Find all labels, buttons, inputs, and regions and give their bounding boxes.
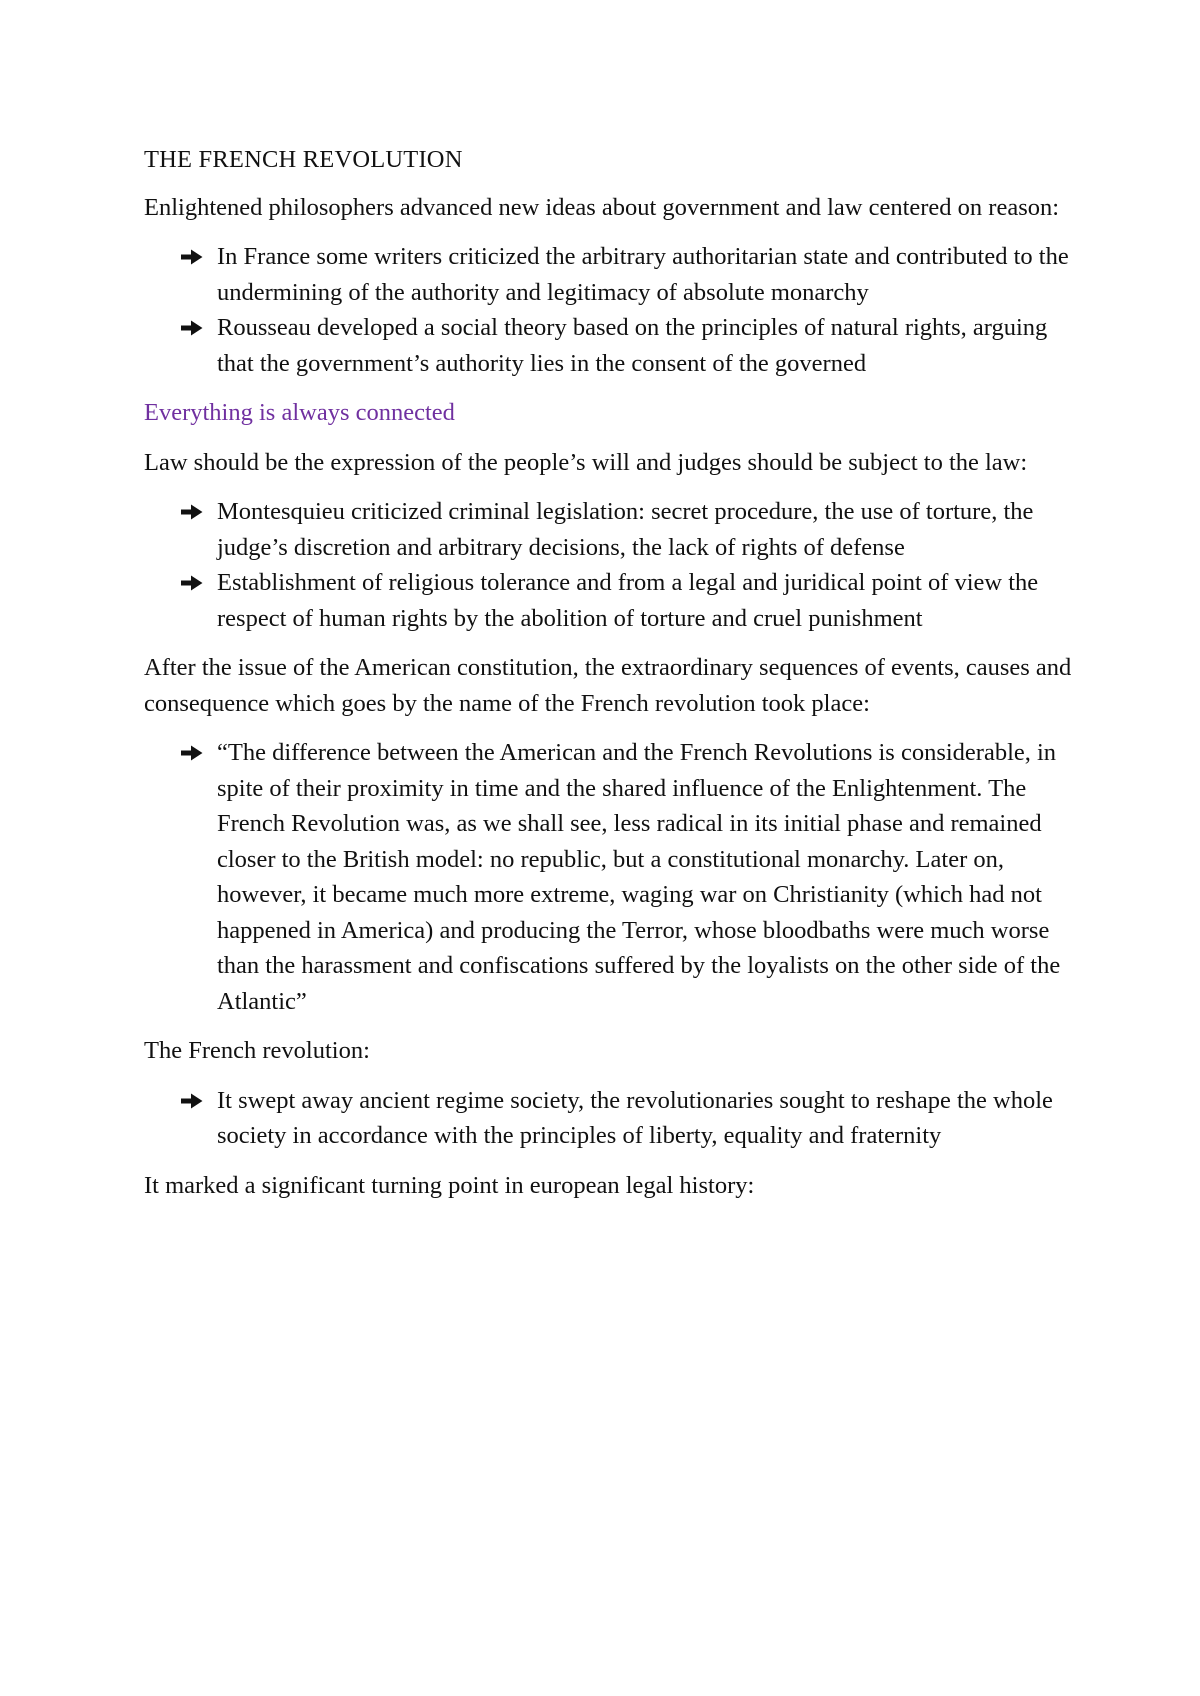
bullet-text: Establishment of religious tolerance and from a legal and juridical point of view the respect of human rights by the abolition of torture and cruel punishment xyxy=(217,569,1039,632)
arrow-right-icon xyxy=(180,744,204,762)
highlight-note: Everything is always connected xyxy=(144,399,455,426)
section-intro: Enlightened philosophers advanced new ideas about government and law centered on reason: xyxy=(144,193,1060,221)
bullet-list xyxy=(144,1083,1074,1154)
arrow-right-icon xyxy=(180,1092,204,1110)
bullet-text: Montesquieu criticized criminal legislation: secret procedure, the use of torture, the judge’s discretion and arbitrary decisions, the lack of rights of defense xyxy=(217,498,1034,561)
document-title: THE FRENCH REVOLUTION xyxy=(144,146,463,173)
section-intro: After the issue of the American constitution, the extraordinary sequences of events, causes and consequence which goes by the name of the French revolution took place: xyxy=(144,654,1072,717)
arrow-right-icon xyxy=(180,319,204,337)
section-intro: The French revolution: xyxy=(144,1037,370,1064)
list-item xyxy=(144,310,1074,381)
bullet-list xyxy=(144,494,1074,636)
list-item xyxy=(144,735,1074,1019)
bullet-list xyxy=(144,735,1074,1019)
list-item xyxy=(144,239,1074,310)
section-intro: It marked a significant turning point in european legal history: xyxy=(144,1171,755,1199)
bullet-text: In France some writers criticized the arbitrary authoritarian state and contributed to the undermining of the authority and legitimacy of absolute monarchy xyxy=(217,243,1069,306)
list-item xyxy=(144,565,1074,636)
bullet-text: Rousseau developed a social theory based on the principles of natural rights, arguing that the government’s authority lies in the consent of the governed xyxy=(217,314,1048,377)
arrow-right-icon xyxy=(180,503,204,521)
list-item xyxy=(144,494,1074,565)
section-intro: Law should be the expression of the people’s will and judges should be subject to the law: xyxy=(144,448,1028,476)
bullet-list xyxy=(144,239,1074,381)
arrow-right-icon xyxy=(180,574,204,592)
list-item xyxy=(144,1083,1074,1154)
quote-text: “The difference between the American and the French Revolutions is considerable, in spite of their proximity in time and the shared influence of the Enlightenment. The French Revolution was, as we shall see, less radical in its initial phase and remained closer to the British model: no republic, but a constitutional monarchy. Later on, however, it became much more extreme, waging war on Christianity (which had not happened in America) and producing the Terror, whose bloodbaths were much worse than the harassment and confiscations suffered by the loyalists on the other side of the Atlantic” xyxy=(217,739,1061,1015)
bullet-text: It swept away ancient regime society, the revolutionaries sought to reshape the whole society in accordance with the principles of liberty, equality and fraternity xyxy=(217,1086,1053,1149)
arrow-right-icon xyxy=(180,248,204,266)
document-page xyxy=(144,142,1074,1217)
